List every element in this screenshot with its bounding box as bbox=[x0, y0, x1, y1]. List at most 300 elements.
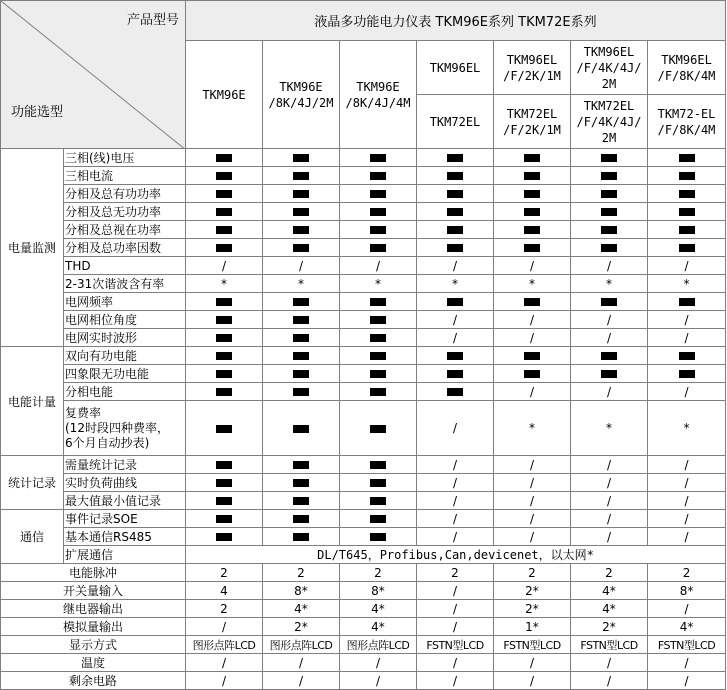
cell-value: * bbox=[606, 421, 612, 435]
supported-mark-icon bbox=[370, 388, 386, 396]
table-cell bbox=[494, 275, 571, 293]
model-name: TKM96EL /F/2K/1M bbox=[494, 41, 571, 95]
supported-mark-icon bbox=[601, 172, 617, 180]
table-cell bbox=[263, 221, 340, 239]
function-label bbox=[64, 293, 186, 311]
supported-mark-icon bbox=[370, 334, 386, 342]
function-label-text: 2-31次谐波含有率 bbox=[65, 277, 165, 291]
table-cell bbox=[494, 672, 571, 690]
function-label-text: 最大值最小值记录 bbox=[65, 494, 162, 508]
table-cell bbox=[571, 383, 648, 401]
supported-mark-icon bbox=[447, 298, 463, 306]
supported-mark-icon bbox=[293, 172, 309, 180]
table-row bbox=[1, 474, 726, 492]
cell-value: / bbox=[606, 475, 612, 490]
supported-mark-icon bbox=[216, 190, 232, 198]
cell-value: / bbox=[684, 258, 689, 273]
table-cell bbox=[186, 203, 263, 221]
function-label-text: THD bbox=[65, 258, 91, 273]
supported-mark-icon bbox=[370, 208, 386, 216]
table-cell bbox=[186, 618, 263, 636]
table-cell bbox=[417, 510, 494, 528]
function-label-text: 分相及总功率因数 bbox=[65, 241, 162, 255]
extended-comm-value bbox=[186, 546, 726, 564]
supported-mark-icon bbox=[216, 370, 232, 378]
cell-value: 2* bbox=[525, 583, 539, 598]
table-row bbox=[1, 672, 726, 690]
cell-value: / bbox=[606, 457, 612, 472]
supported-mark-icon bbox=[447, 388, 463, 396]
cell-value: * bbox=[683, 421, 690, 435]
table-row bbox=[1, 293, 726, 311]
cell-value: 2 bbox=[374, 565, 382, 580]
table-cell bbox=[494, 167, 571, 185]
table-cell bbox=[648, 167, 726, 185]
table-cell bbox=[494, 600, 571, 618]
table-cell bbox=[340, 311, 417, 329]
table-cell bbox=[340, 528, 417, 546]
table-cell bbox=[571, 636, 648, 654]
table-cell bbox=[494, 293, 571, 311]
table-row bbox=[1, 383, 726, 401]
function-label: 复费率 (12时段四种费率， 6个月自动抄表) bbox=[64, 401, 186, 456]
table-cell bbox=[186, 347, 263, 365]
table-cell bbox=[648, 203, 726, 221]
table-cell bbox=[263, 528, 340, 546]
table-cell bbox=[494, 257, 571, 275]
cell-value: 8* bbox=[679, 583, 694, 598]
table-cell bbox=[571, 275, 648, 293]
header-row bbox=[1, 1, 726, 41]
function-label-text: 电网实时波形 bbox=[65, 331, 138, 345]
function-label-text: 双向有功电能 bbox=[65, 349, 138, 363]
table-cell bbox=[340, 510, 417, 528]
function-label-text: 事件记录SOE bbox=[65, 512, 138, 526]
table-cell bbox=[648, 564, 726, 582]
cell-value: / bbox=[606, 655, 612, 670]
cell-value: 2 bbox=[682, 565, 691, 580]
cell-value: 4* bbox=[294, 601, 308, 616]
table-cell bbox=[186, 636, 263, 654]
table-cell bbox=[263, 257, 340, 275]
table-cell bbox=[340, 654, 417, 672]
cell-value: 2* bbox=[294, 619, 308, 634]
cell-value: / bbox=[452, 258, 458, 273]
supported-mark-icon bbox=[293, 316, 309, 324]
supported-mark-icon bbox=[679, 172, 695, 180]
supported-mark-icon bbox=[370, 479, 386, 487]
cell-value: FSTN型LCD bbox=[503, 638, 561, 652]
table-cell bbox=[340, 600, 417, 618]
cell-value: 2 bbox=[297, 565, 305, 580]
supported-mark-icon bbox=[447, 208, 463, 216]
table-cell bbox=[494, 492, 571, 510]
cell-value: 4 bbox=[220, 583, 228, 598]
table-cell bbox=[263, 636, 340, 654]
table-cell bbox=[494, 636, 571, 654]
cell-value: * bbox=[221, 276, 227, 291]
function-label-text: 实时负荷曲线 bbox=[65, 476, 138, 490]
table-cell bbox=[417, 167, 494, 185]
cell-value: * bbox=[298, 276, 304, 291]
table-cell bbox=[494, 474, 571, 492]
cell-value: / bbox=[452, 330, 458, 345]
cell-value: / bbox=[529, 493, 535, 508]
supported-mark-icon bbox=[293, 388, 309, 396]
supported-mark-icon bbox=[370, 515, 386, 523]
table-cell bbox=[417, 636, 494, 654]
supported-mark-icon bbox=[216, 244, 232, 252]
table-cell bbox=[571, 311, 648, 329]
supported-mark-icon bbox=[601, 208, 617, 216]
cell-value: * bbox=[529, 276, 535, 291]
cell-value: / bbox=[684, 493, 689, 508]
table-cell bbox=[417, 654, 494, 672]
table-cell bbox=[494, 564, 571, 582]
table-cell bbox=[340, 257, 417, 275]
function-label-text: 剩余电路 bbox=[68, 674, 117, 688]
model-name: TKM96E /8K/4J/4M bbox=[340, 41, 417, 149]
model-name: TKM96E /8K/4J/2M bbox=[263, 41, 340, 149]
table-cell bbox=[417, 564, 494, 582]
supported-mark-icon bbox=[370, 244, 386, 252]
function-label bbox=[64, 203, 186, 221]
function-label-text: 分相及总视在功率 bbox=[65, 223, 162, 237]
table-cell bbox=[571, 203, 648, 221]
cell-value: / bbox=[452, 673, 458, 688]
supported-mark-icon bbox=[370, 352, 386, 360]
group-label bbox=[1, 347, 64, 456]
table-cell bbox=[340, 365, 417, 383]
table-cell bbox=[340, 401, 417, 456]
table-cell bbox=[186, 600, 263, 618]
table-row bbox=[1, 582, 726, 600]
table-cell bbox=[186, 365, 263, 383]
table-cell bbox=[494, 365, 571, 383]
cell-value: 8* bbox=[371, 583, 385, 598]
cell-value: / bbox=[452, 421, 458, 435]
table-row bbox=[1, 636, 726, 654]
supported-mark-icon bbox=[293, 154, 309, 162]
function-label-text: 分相及总有功功率 bbox=[65, 187, 162, 201]
supported-mark-icon bbox=[524, 154, 540, 162]
model-name: TKM96EL /F/8K/4M bbox=[648, 41, 726, 95]
table-cell bbox=[648, 618, 726, 636]
table-cell bbox=[494, 185, 571, 203]
table-cell bbox=[571, 528, 648, 546]
cell-value: / bbox=[529, 475, 535, 490]
table-cell bbox=[648, 474, 726, 492]
table-cell bbox=[263, 203, 340, 221]
function-label bbox=[64, 492, 186, 510]
table-cell bbox=[340, 636, 417, 654]
supported-mark-icon bbox=[601, 352, 617, 360]
supported-mark-icon bbox=[524, 370, 540, 378]
supported-mark-icon bbox=[216, 316, 232, 324]
table-cell bbox=[263, 347, 340, 365]
supported-mark-icon bbox=[293, 479, 309, 487]
table-cell bbox=[340, 329, 417, 347]
group-label bbox=[1, 510, 64, 564]
table-row bbox=[1, 600, 726, 618]
table-row bbox=[1, 546, 726, 564]
supported-mark-icon bbox=[293, 425, 309, 433]
function-label bbox=[64, 528, 186, 546]
table-cell bbox=[340, 582, 417, 600]
table-cell bbox=[571, 510, 648, 528]
table-cell bbox=[648, 654, 726, 672]
table-cell bbox=[263, 564, 340, 582]
table-cell bbox=[186, 167, 263, 185]
supported-mark-icon bbox=[601, 154, 617, 162]
table-row bbox=[1, 221, 726, 239]
supported-mark-icon bbox=[370, 154, 386, 162]
supported-mark-icon bbox=[601, 244, 617, 252]
table-cell bbox=[648, 528, 726, 546]
supported-mark-icon bbox=[447, 352, 463, 360]
extended-comm-text: DL/T645，Profibus,Can,devicenet，以太网* bbox=[317, 548, 594, 562]
cell-value: 2* bbox=[602, 619, 616, 634]
table-cell bbox=[186, 311, 263, 329]
function-label bbox=[1, 618, 186, 636]
supported-mark-icon bbox=[524, 352, 540, 360]
supported-mark-icon bbox=[293, 533, 309, 541]
supported-mark-icon bbox=[679, 370, 695, 378]
table-cell bbox=[494, 149, 571, 167]
table-cell bbox=[648, 383, 726, 401]
table-cell bbox=[417, 329, 494, 347]
table-cell bbox=[340, 221, 417, 239]
table-cell bbox=[494, 456, 571, 474]
table-cell bbox=[571, 185, 648, 203]
table-cell bbox=[648, 600, 726, 618]
function-label bbox=[64, 275, 186, 293]
supported-mark-icon bbox=[216, 226, 232, 234]
function-label bbox=[64, 257, 186, 275]
supported-mark-icon bbox=[601, 226, 617, 234]
function-label-text: 三相电流 bbox=[65, 169, 114, 183]
table-cell bbox=[186, 149, 263, 167]
table-cell bbox=[186, 401, 263, 456]
cell-value: / bbox=[606, 258, 612, 273]
function-label-text: 基本通信RS485 bbox=[65, 530, 152, 544]
function-label bbox=[64, 456, 186, 474]
table-cell bbox=[417, 618, 494, 636]
table-cell bbox=[571, 600, 648, 618]
function-label-text: 模拟量输出 bbox=[62, 620, 123, 634]
function-label bbox=[64, 167, 186, 185]
table-cell bbox=[494, 618, 571, 636]
supported-mark-icon bbox=[679, 190, 695, 198]
table-cell bbox=[186, 510, 263, 528]
table-cell bbox=[494, 239, 571, 257]
cell-value: / bbox=[529, 312, 535, 327]
table-cell bbox=[648, 672, 726, 690]
cell-value: 图形点阵LCD bbox=[269, 638, 333, 652]
supported-mark-icon bbox=[370, 172, 386, 180]
function-label bbox=[1, 636, 186, 654]
function-label bbox=[64, 474, 186, 492]
table-cell bbox=[494, 221, 571, 239]
table-cell bbox=[417, 293, 494, 311]
corner-bottom-label: 功能选型 bbox=[11, 105, 64, 120]
cell-value: / bbox=[375, 655, 381, 670]
group-label-text: 电能计量 bbox=[7, 394, 56, 409]
function-label-text: 三相(线)电压 bbox=[65, 151, 135, 165]
table-cell bbox=[648, 293, 726, 311]
model-name-alt: TKM72EL bbox=[417, 95, 494, 149]
table-cell bbox=[417, 528, 494, 546]
supported-mark-icon bbox=[370, 497, 386, 505]
supported-mark-icon bbox=[524, 226, 540, 234]
table-cell bbox=[340, 203, 417, 221]
table-row bbox=[1, 492, 726, 510]
table-cell bbox=[571, 221, 648, 239]
table-cell bbox=[417, 149, 494, 167]
table-row bbox=[1, 510, 726, 528]
supported-mark-icon bbox=[216, 533, 232, 541]
table-cell bbox=[648, 329, 726, 347]
cell-value: / bbox=[298, 655, 304, 670]
supported-mark-icon bbox=[679, 352, 695, 360]
cell-value: / bbox=[529, 330, 535, 345]
supported-mark-icon bbox=[293, 352, 309, 360]
cell-value: / bbox=[452, 655, 458, 670]
table-cell bbox=[340, 383, 417, 401]
table-row bbox=[1, 654, 726, 672]
table-cell bbox=[340, 347, 417, 365]
model-name-alt: TKM72EL /F/4K/4J/ 2M bbox=[571, 95, 648, 149]
supported-mark-icon bbox=[679, 208, 695, 216]
function-label-text: 开关量输入 bbox=[62, 584, 123, 598]
table-cell bbox=[494, 329, 571, 347]
table-row bbox=[1, 456, 726, 474]
table-cell bbox=[186, 456, 263, 474]
table-cell bbox=[263, 185, 340, 203]
cell-value: 4* bbox=[371, 619, 385, 634]
cell-value: 2 bbox=[605, 565, 613, 580]
table-cell bbox=[494, 582, 571, 600]
cell-value: 2 bbox=[451, 565, 459, 580]
table-cell bbox=[263, 239, 340, 257]
table-cell bbox=[263, 672, 340, 690]
table-cell bbox=[186, 221, 263, 239]
table-cell bbox=[186, 582, 263, 600]
cell-value: 1* bbox=[525, 619, 539, 634]
supported-mark-icon bbox=[370, 226, 386, 234]
supported-mark-icon bbox=[679, 298, 695, 306]
table-cell bbox=[417, 600, 494, 618]
supported-mark-icon bbox=[216, 425, 232, 433]
corner-header bbox=[1, 1, 186, 149]
table-cell bbox=[340, 167, 417, 185]
table-row bbox=[1, 347, 726, 365]
table-cell bbox=[571, 149, 648, 167]
cell-value: / bbox=[221, 258, 227, 273]
table-cell bbox=[186, 383, 263, 401]
table-cell bbox=[417, 185, 494, 203]
cell-value: / bbox=[684, 457, 689, 472]
cell-value: / bbox=[221, 673, 227, 688]
table-cell bbox=[648, 510, 726, 528]
table-cell bbox=[648, 582, 726, 600]
function-label-text: 显示方式 bbox=[68, 638, 117, 652]
supported-mark-icon bbox=[679, 154, 695, 162]
table-row bbox=[1, 311, 726, 329]
cell-value: 4* bbox=[679, 619, 694, 634]
cell-value: * bbox=[683, 276, 690, 291]
table-cell bbox=[571, 167, 648, 185]
cell-value: * bbox=[375, 276, 381, 291]
supported-mark-icon bbox=[524, 244, 540, 252]
table-cell bbox=[648, 149, 726, 167]
table-cell bbox=[417, 672, 494, 690]
cell-value: / bbox=[452, 511, 458, 526]
table-cell bbox=[417, 203, 494, 221]
function-label bbox=[64, 546, 186, 564]
table-cell bbox=[263, 600, 340, 618]
function-label bbox=[64, 239, 186, 257]
table-cell bbox=[648, 636, 726, 654]
supported-mark-icon bbox=[447, 172, 463, 180]
table-row bbox=[1, 564, 726, 582]
table-row bbox=[1, 618, 726, 636]
model-name-alt: TKM72-EL /F/8K/4M bbox=[648, 95, 726, 149]
function-label bbox=[1, 672, 186, 690]
table-cell bbox=[263, 293, 340, 311]
table-row bbox=[1, 167, 726, 185]
function-label bbox=[1, 582, 186, 600]
function-label bbox=[64, 185, 186, 203]
table-cell bbox=[340, 564, 417, 582]
cell-value: FSTN型LCD bbox=[426, 638, 484, 652]
function-label-text: 分相电能 bbox=[65, 385, 114, 399]
table-cell bbox=[263, 167, 340, 185]
supported-mark-icon bbox=[216, 172, 232, 180]
table-cell bbox=[417, 401, 494, 456]
cell-value: / bbox=[221, 619, 227, 634]
cell-value: / bbox=[529, 384, 535, 399]
supported-mark-icon bbox=[293, 370, 309, 378]
table-cell bbox=[340, 456, 417, 474]
table-cell bbox=[494, 347, 571, 365]
table-cell bbox=[494, 311, 571, 329]
model-name: TKM96EL /F/4K/4J/ 2M bbox=[571, 41, 648, 95]
function-label bbox=[64, 329, 186, 347]
function-label-text: 四象限无功电能 bbox=[65, 367, 150, 381]
table-cell bbox=[648, 221, 726, 239]
supported-mark-icon bbox=[524, 172, 540, 180]
table-cell bbox=[571, 239, 648, 257]
function-label bbox=[1, 564, 186, 582]
supported-mark-icon bbox=[601, 370, 617, 378]
cell-value: / bbox=[452, 493, 458, 508]
table-cell bbox=[263, 149, 340, 167]
cell-value: / bbox=[684, 475, 689, 490]
table-cell bbox=[417, 456, 494, 474]
function-label-text: 继电器输出 bbox=[62, 602, 123, 616]
supported-mark-icon bbox=[216, 388, 232, 396]
table-cell bbox=[571, 654, 648, 672]
supported-mark-icon bbox=[216, 208, 232, 216]
table-row bbox=[1, 203, 726, 221]
supported-mark-icon bbox=[216, 334, 232, 342]
function-label-text: 温度 bbox=[80, 656, 105, 670]
cell-value: 2 bbox=[528, 565, 536, 580]
cell-value: / bbox=[606, 529, 612, 544]
group-label-text: 电量监测 bbox=[7, 241, 56, 255]
table-cell bbox=[340, 492, 417, 510]
